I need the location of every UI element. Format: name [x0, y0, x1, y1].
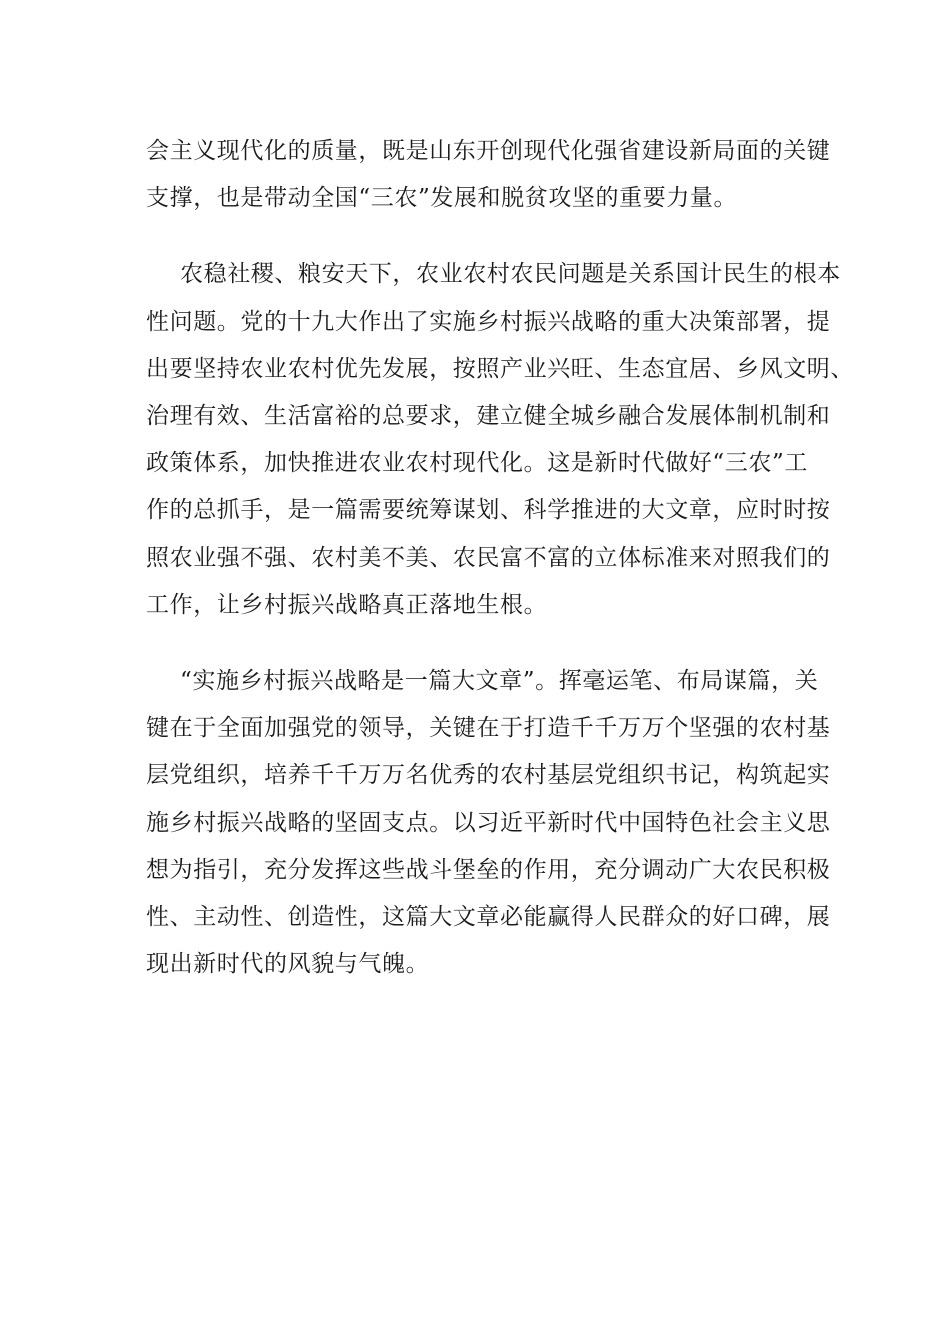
- paragraph-line: 农稳社稷、粮安天下，农业农村农民问题是关系国计民生的根本: [180, 261, 841, 288]
- paragraph-line: 想为指引，充分发挥这些战斗堡垒的作用，充分调动广大农民积极: [146, 856, 831, 883]
- paragraph-line: 键在于全面加强党的领导，关键在于打造千千万万个坚强的农村基: [146, 715, 831, 742]
- paragraph-line: 照农业强不强、农村美不美、农民富不富的立体标准来对照我们的: [146, 544, 831, 571]
- paragraph-line: 支撑，也是带动全国“三农”发展和脱贫攻坚的重要力量。: [146, 185, 738, 212]
- paragraph-spacer: [146, 629, 806, 658]
- paragraph-spacer: [146, 222, 806, 251]
- paragraph-line: “实施乡村振兴战略是一篇大文章”。挥毫运笔、布局谋篇，关: [180, 668, 819, 695]
- paragraph-line: 现出新时代的风貌与气魄。: [146, 951, 430, 978]
- paragraph-line: 会主义现代化的质量，既是山东开创现代化强省建设新局面的关键: [146, 138, 831, 164]
- paragraph-line: 出要坚持农业农村优先发展，按照产业兴旺、生态宜居、乡风文明、: [146, 355, 854, 382]
- paragraph-line: 作的总抓手，是一篇需要统筹谋划、科学推进的大文章，应时时按: [146, 497, 831, 524]
- paragraph-line: 工作，让乡村振兴战略真正落地生根。: [146, 591, 548, 618]
- paragraph-line: 政策体系，加快推进农业农村现代化。这是新时代做好“三农”工: [146, 450, 808, 477]
- paragraph-line: 层党组织，培养千千万万名优秀的农村基层党组织书记，构筑起实: [146, 762, 831, 789]
- paragraph-line: 性、主动性、创造性，这篇大文章必能赢得人民群众的好口碑，展: [146, 904, 831, 931]
- paragraph-line: 性问题。党的十九大作出了实施乡村振兴战略的重大决策部署，提: [146, 308, 831, 335]
- paragraph-line: 治理有效、生活富裕的总要求，建立健全城乡融合发展体制机制和: [146, 403, 831, 430]
- paragraph-3: [146, 658, 831, 988]
- paragraph-line: 施乡村振兴战略的坚固支点。以习近平新时代中国特色社会主义思: [146, 809, 831, 836]
- paragraph-1: [146, 128, 831, 222]
- paragraph-2: [146, 251, 854, 629]
- document-body: [146, 128, 854, 988]
